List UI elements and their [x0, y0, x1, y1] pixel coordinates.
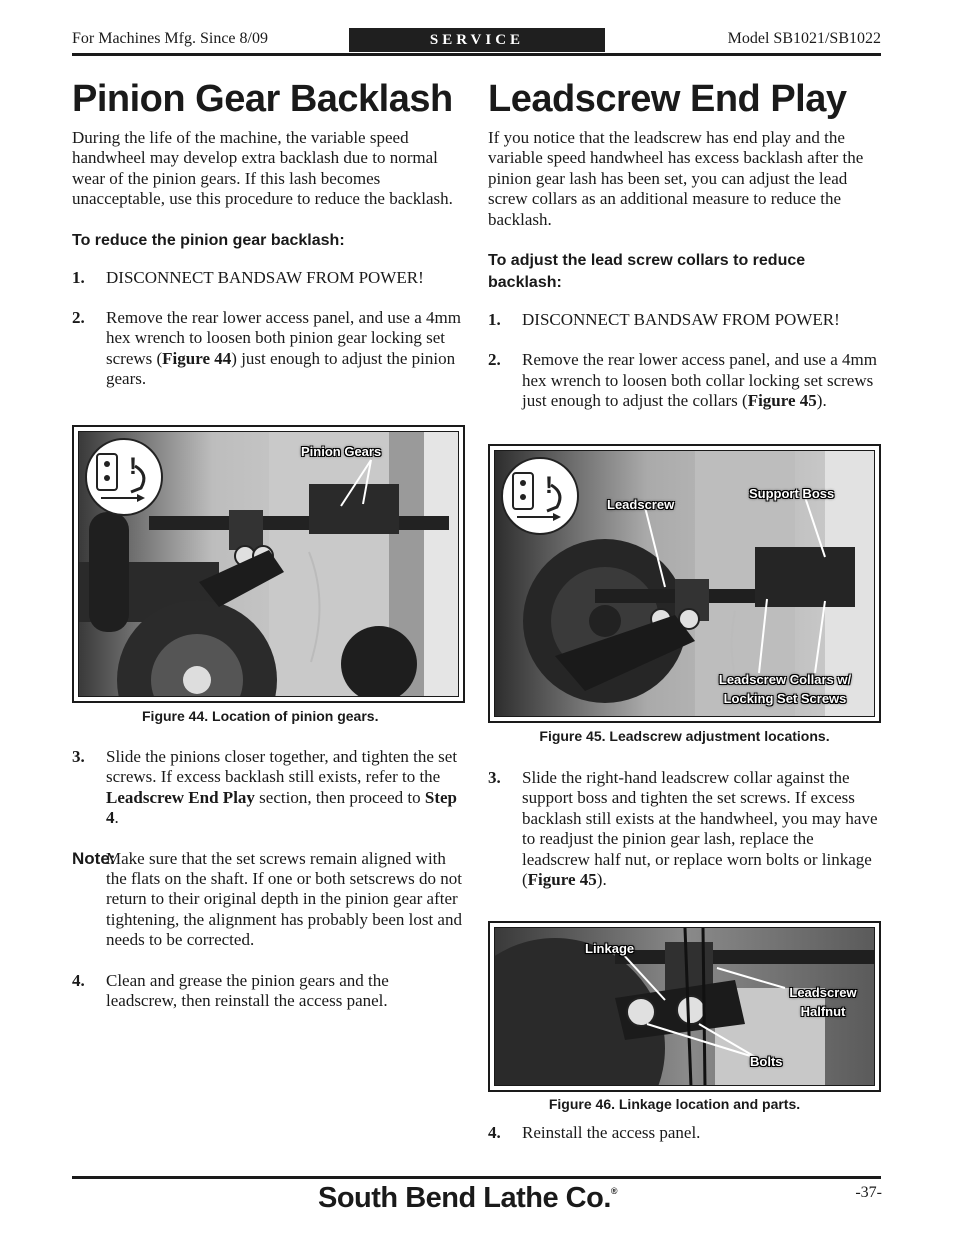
- figure-44-caption: Figure 44. Location of pinion gears.: [142, 708, 379, 724]
- left-note: [72, 849, 464, 951]
- support-boss-label: Support Boss: [749, 486, 835, 501]
- figure-44: [72, 425, 465, 703]
- right-intro: If you notice that the leadscrew has end play and the variable speed handwheel has excess backlash after the pinion gear lash has been set, you can adjust the lead screw collars as an additional measure to reduce the backlash.: [488, 128, 864, 229]
- pinion-gears-label: Pinion Gears: [301, 444, 382, 459]
- step-text: ) just enough to adjust the pinion gears.: [106, 348, 456, 389]
- note-label: Note:: [72, 848, 116, 868]
- figure-45: [488, 444, 881, 723]
- figure-ref: Figure 44: [162, 348, 232, 368]
- right-subhead: To adjust the lead screw collars to reduce backlash:: [488, 252, 806, 292]
- disconnect-power-warning-icon: [85, 438, 163, 516]
- step-number: 4.: [488, 1123, 501, 1142]
- south-bend-logo: [318, 1182, 617, 1215]
- step-ref: Step 4: [106, 787, 457, 828]
- right-column: [488, 128, 880, 412]
- bolts-label: Bolts: [750, 1054, 783, 1069]
- left-column: [72, 128, 464, 390]
- registered-mark: ®: [610, 1186, 618, 1196]
- step-text: section, then proceed to: [254, 787, 425, 807]
- page-number: -37-: [855, 1184, 882, 1201]
- figure-46: [488, 921, 881, 1092]
- step-text: Clean and grease the pinion gears and the leadscrew, then reinstall the access panel.: [106, 970, 389, 1011]
- left-step-3: [72, 747, 464, 829]
- left-step-2: [72, 308, 464, 390]
- figure-ref: Figure 45: [747, 391, 817, 411]
- section-ref: Leadscrew End Play: [106, 787, 255, 807]
- step-number: 1.: [72, 267, 85, 287]
- step-number: 3.: [488, 768, 501, 787]
- step-text: Remove the rear lower access panel, and use a 4mm hex wrench to loosen both collar locking set screws just enough to adjust the collars (: [522, 350, 877, 411]
- left-column-lower: [72, 747, 464, 1011]
- linkage-label: Linkage: [585, 941, 635, 956]
- note-text: Make sure that the set screws remain aligned with the flats on the shaft. If one or both setscrews do not return to their original depth in the pinion gear after tightening, the alignment has probably been lost and needs to be corrected.: [106, 848, 462, 950]
- step-text: Reinstall the access panel.: [522, 1123, 701, 1142]
- step-text: Slide the right-hand leadscrew collar against the support boss and tighten the set screws. If excess backlash still exists at the handwheel, you may have to readjust the pinion gear lash, replace the leadscrew half nut, or replace worn bolts or linkage (: [522, 768, 878, 890]
- left-subhead: To reduce the pinion gear backlash:: [72, 231, 345, 249]
- step-number: 4.: [72, 970, 85, 990]
- step-text: ).: [816, 391, 827, 411]
- leadscrew-halfnut-label-line2: Halfnut: [800, 1004, 846, 1019]
- step-number: 1.: [488, 310, 501, 330]
- header-model: Model SB1021/SB1022: [727, 30, 881, 47]
- right-step-4: [488, 1123, 880, 1143]
- svg-text:!: !: [545, 472, 553, 499]
- left-step-1: [72, 268, 464, 288]
- figure-46-photo: [494, 927, 875, 1086]
- right-column-middle: [488, 768, 880, 890]
- pinion-gear-backlash-title: Pinion Gear Backlash: [72, 78, 453, 120]
- step-text: Slide the pinions closer together, and tighten the set screws. If excess backlash still exists, refer to the: [106, 747, 458, 787]
- leadscrew-collars-label-line2: Locking Set Screws: [723, 691, 847, 706]
- step-number: 2.: [72, 308, 85, 328]
- figure-ref: Figure 45: [527, 870, 597, 890]
- figure-44-photo: [78, 431, 459, 697]
- step-text: ).: [596, 870, 607, 890]
- step-number: 3.: [72, 747, 85, 766]
- svg-text:!: !: [129, 453, 137, 480]
- figure-45-caption: Figure 45. Leadscrew adjustment locations.: [539, 728, 830, 744]
- right-step-3: [488, 768, 880, 890]
- leadscrew-halfnut-label: [783, 983, 863, 1021]
- leadscrew-halfnut-label-line1: Leadscrew: [789, 985, 857, 1000]
- step-text: .: [114, 808, 119, 828]
- step-number: 2.: [488, 350, 501, 370]
- leadscrew-collars-label: [695, 670, 875, 708]
- header-rule: [72, 53, 881, 56]
- right-step-1: [488, 310, 880, 330]
- step-text: DISCONNECT BANDSAW FROM POWER!: [522, 310, 840, 330]
- right-step-2: [488, 350, 880, 411]
- step-text: DISCONNECT BANDSAW FROM POWER!: [106, 267, 424, 287]
- left-intro: During the life of the machine, the variable speed handwheel may develop extra backlash due to normal wear of the pinion gears. If this lash becomes unacceptable, use this procedure to reduce the backlash.: [72, 128, 453, 209]
- left-step-4: [72, 971, 464, 1012]
- logo-text: South Bend Lathe Co.: [318, 1182, 611, 1214]
- header-machines-date: For Machines Mfg. Since 8/09: [72, 30, 268, 47]
- figure-46-caption: Figure 46. Linkage location and parts.: [548, 1096, 801, 1112]
- leadscrew-collars-label-line1: Leadscrew Collars w/: [718, 672, 852, 687]
- disconnect-power-warning-icon: [501, 457, 579, 535]
- header-section-tab: SERVICE: [349, 28, 605, 52]
- leadscrew-end-play-title: Leadscrew End Play: [488, 78, 847, 120]
- figure-45-photo: [494, 450, 875, 717]
- leadscrew-label: Leadscrew: [607, 497, 675, 512]
- right-column-lower: [488, 1123, 880, 1143]
- step-text: Remove the rear lower access panel, and use a 4mm hex wrench to loosen both pinion gear locking set screws (: [106, 308, 461, 368]
- footer-rule: [72, 1176, 881, 1179]
